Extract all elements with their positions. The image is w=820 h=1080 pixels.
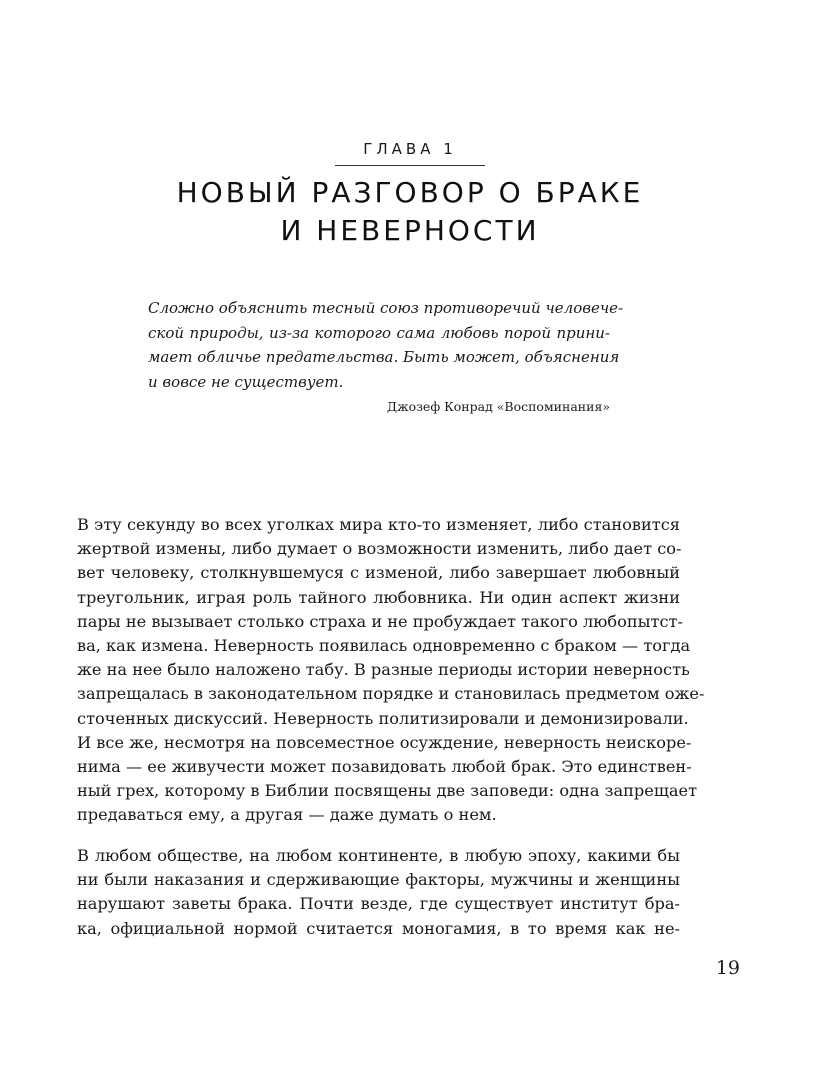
text-line: треугольник, играя роль тайного любовника. Ни один аспект жизни <box>77 587 680 607</box>
text-line: ни были наказания и сдерживающие факторы, мужчины и женщины <box>77 870 680 890</box>
text-line: же на нее было наложено табу. В разные периоды истории неверность <box>77 660 690 680</box>
text-line: В эту секунду во всех уголках мира кто-то изменяет, либо становится <box>77 515 680 534</box>
chapter-title-line: НОВЫЙ РАЗГОВОР О БРАКЕ <box>176 176 644 209</box>
epigraph-line: мает обличье предательства. Быть может, объяснения <box>148 348 620 366</box>
epigraph <box>148 296 624 394</box>
text-line: жертвой измены, либо думает о возможности изменить, либо дает со- <box>77 539 682 559</box>
body-paragraph <box>77 513 705 828</box>
epigraph-source: Джозеф Конрад «Воспоминания» <box>386 399 610 414</box>
text-line: ка, официальной нормой считается моногамия, в то время как не- <box>77 918 680 938</box>
epigraph-line: Сложно объяснить тесный союз противоречий человече- <box>148 299 624 317</box>
chapter-title <box>0 174 820 250</box>
chapter-divider <box>335 165 485 166</box>
text-line: ва, как измена. Неверность появилась одновременно с браком — тогда <box>77 636 691 656</box>
text-line: ный грех, которому в Библии посвящены две заповеди: одна запрещает <box>77 781 698 801</box>
epigraph-line: и вовсе не существует. <box>148 372 344 391</box>
body-paragraph <box>77 844 680 941</box>
page-number: 19 <box>715 957 740 979</box>
text-line: нима — ее живучести может позавидовать любой брак. Это единствен- <box>77 757 692 777</box>
text-line: И все же, несмотря на повсеместное осуждение, неверность неискоре- <box>77 732 692 752</box>
chapter-label: ГЛАВА 1 <box>363 140 457 158</box>
chapter-title-line: И НЕВЕРНОСТИ <box>280 214 540 247</box>
text-line: предаваться ему, а другая — даже думать о нем. <box>77 805 497 825</box>
text-line: пары не вызывает столько страха и не пробуждает такого любопытст- <box>77 611 683 631</box>
text-line: сточенных дискуссий. Неверность политизировали и демонизировали. <box>77 708 689 728</box>
epigraph-line: ской природы, из-за которого сама любовь порой прини- <box>148 323 610 342</box>
text-line: вет человеку, столкнувшемуся с изменой, либо завершает любовный <box>77 563 680 583</box>
text-line: нарушают заветы брака. Почти везде, где существует институт бра- <box>77 894 680 914</box>
text-line: запрещалась в законодательном порядке и становилась предметом оже- <box>77 684 705 704</box>
text-line: В любом обществе, на любом континенте, в любую эпоху, какими бы <box>77 846 680 865</box>
